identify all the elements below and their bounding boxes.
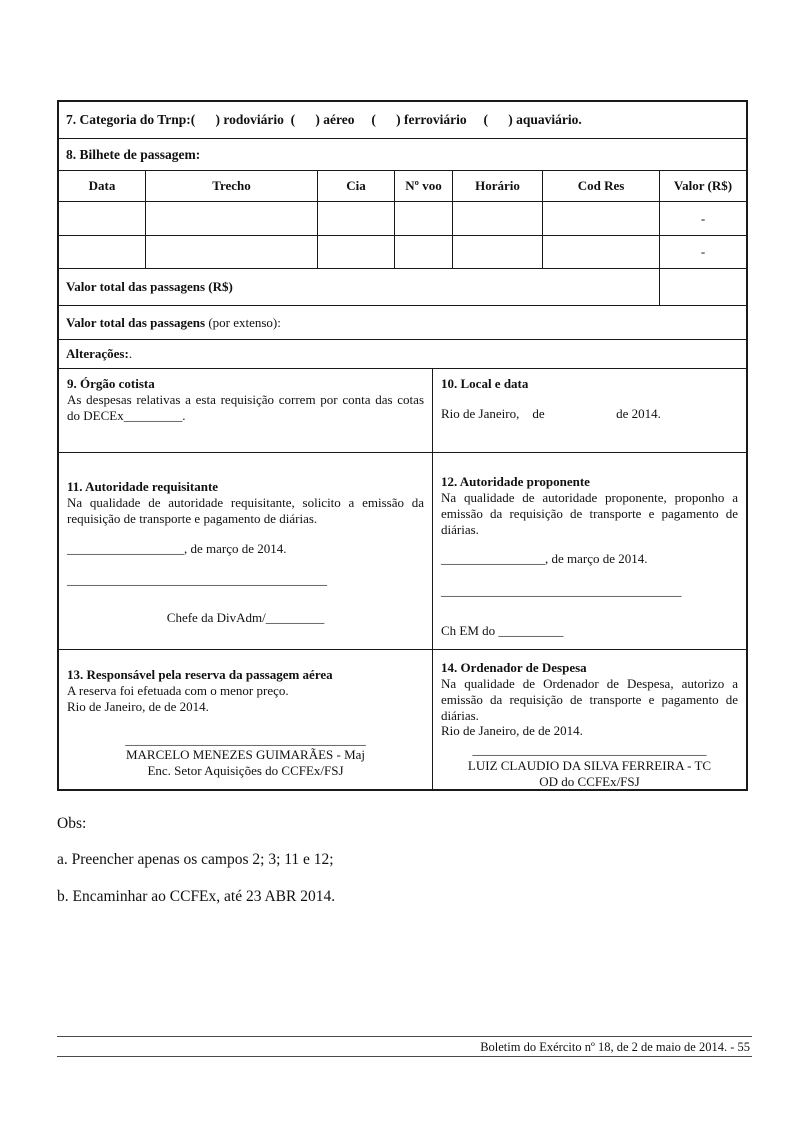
section11-signature-line: ________________________________________: [67, 572, 327, 588]
total-extenso-suffix: (por extenso):: [205, 314, 281, 330]
section14-title: 14. Ordenador de Despesa: [441, 660, 587, 675]
col-header-cod-res: Cod Res: [543, 171, 660, 202]
section10-date-line: Rio de Janeiro, de de 2014.: [441, 405, 661, 421]
ticket-cell-valor-1: -: [660, 202, 746, 236]
section12-autoridade-proponente: [433, 453, 746, 650]
obs-item-a: a. Preencher apenas os campos 2; 3; 11 e 12;: [57, 851, 334, 869]
section12-role-line: Ch EM do __________: [441, 623, 564, 639]
section10-title: 10. Local e data: [441, 376, 529, 391]
section13-signer-role: Enc. Setor Aquisições do CCFEx/FSJ: [147, 763, 344, 779]
ticket-cell-voo-1: [395, 202, 453, 236]
obs-item-b: b. Encaminhar ao CCFEx, até 23 ABR 2014.: [57, 887, 336, 905]
ticket-cell-trecho-2: [146, 236, 318, 269]
section14-signer-name: LUIZ CLAUDIO DA SILVA FERREIRA - TC: [467, 758, 712, 774]
section14-body: Na qualidade de Ordenador de Despesa, autorizo a emissão da requisição de transporte e pagamento de diárias.: [441, 675, 738, 723]
section12-date-line: ________________, de março de 2014.: [441, 551, 648, 567]
section14-ordenador-despesa: [433, 650, 746, 789]
alteracoes-suffix: .: [128, 346, 133, 361]
section12-body: Na qualidade de autoridade proponente, proponho a emissão da requisição de transporte e pagamento de diárias.: [441, 489, 738, 537]
ticket-cell-horario-1: [453, 202, 543, 236]
section11-role-line: Chefe da DivAdm/_________: [166, 610, 325, 626]
section11-title: 11. Autoridade requisitante: [67, 479, 219, 494]
section14-date-line: Rio de Janeiro, de de 2014.: [441, 723, 583, 739]
ticket-cell-trecho-1: [146, 202, 318, 236]
col-header-cia: Cia: [318, 171, 395, 202]
section9-body: As despesas relativas a esta requisição correm por conta das cotas do DECEx_________.: [67, 391, 424, 423]
section11-autoridade-requisitante: [59, 453, 433, 650]
section13-line1: A reserva foi efetuada com o menor preço.: [67, 682, 289, 698]
total-passagens-label: Valor total das passagens (R$): [59, 269, 660, 305]
total-por-extenso-row: [59, 306, 746, 340]
ticket-cell-valor-2: -: [660, 236, 746, 269]
section13-signer-name: MARCELO MENEZES GUIMARÃES - Maj: [125, 747, 366, 763]
section13-date-line: Rio de Janeiro, de de 2014.: [67, 698, 209, 714]
ticket-cell-horario-2: [453, 236, 543, 269]
alteracoes-label: Alterações:: [66, 346, 129, 361]
section12-title: 12. Autoridade proponente: [441, 474, 590, 489]
ticket-cell-data-2: [59, 236, 146, 269]
section11-date-line: __________________, de março de 2014.: [67, 540, 287, 556]
obs-heading: Obs:: [57, 815, 87, 832]
ticket-cell-codres-1: [543, 202, 660, 236]
total-extenso-label: Valor total das passagens: [66, 314, 206, 330]
section14-signer-role: OD do CCFEx/FSJ: [539, 774, 640, 789]
section13-signature-line: _____________________________________: [125, 731, 366, 747]
ticket-cell-codres-2: [543, 236, 660, 269]
section8-bilhete-passagem: 8. Bilhete de passagem:: [59, 139, 746, 171]
observations-block: [57, 814, 617, 923]
ticket-cell-voo-2: [395, 236, 453, 269]
section12-signature-line: _____________________________________: [441, 583, 682, 599]
section9-orgao-cotista: [59, 369, 433, 453]
section7-categoria-transporte: 7. Categoria do Trnp:( ) rodoviário ( ) aéreo ( ) ferroviário ( ) aquaviário.: [59, 102, 746, 139]
section13-title: 13. Responsável pela reserva da passagem aérea: [67, 667, 333, 682]
section10-local-data: [433, 369, 746, 453]
alteracoes-row: [59, 340, 746, 369]
col-header-data: Data: [59, 171, 146, 202]
section13-responsavel-reserva: [59, 650, 433, 789]
ticket-table: [59, 171, 746, 306]
col-header-num-voo: Nº voo: [395, 171, 453, 202]
section9-title: 9. Órgão cotista: [67, 376, 155, 391]
section14-signature-line: ____________________________________: [472, 742, 707, 758]
ticket-cell-cia-1: [318, 202, 395, 236]
form-sections: [59, 369, 746, 789]
col-header-trecho: Trecho: [146, 171, 318, 202]
ticket-cell-data-1: [59, 202, 146, 236]
col-header-valor: Valor (R$): [660, 171, 746, 202]
transport-requisition-form: [57, 100, 748, 791]
col-header-horario: Horário: [453, 171, 543, 202]
page-footer: [57, 1036, 752, 1057]
total-passagens-value: [660, 269, 746, 305]
footer-text: Boletim do Exército nº 18, de 2 de maio de 2014. - 55: [480, 1040, 750, 1054]
section11-body: Na qualidade de autoridade requisitante, solicito a emissão da requisição de transporte e pagamento de diárias.: [67, 494, 424, 526]
ticket-cell-cia-2: [318, 236, 395, 269]
